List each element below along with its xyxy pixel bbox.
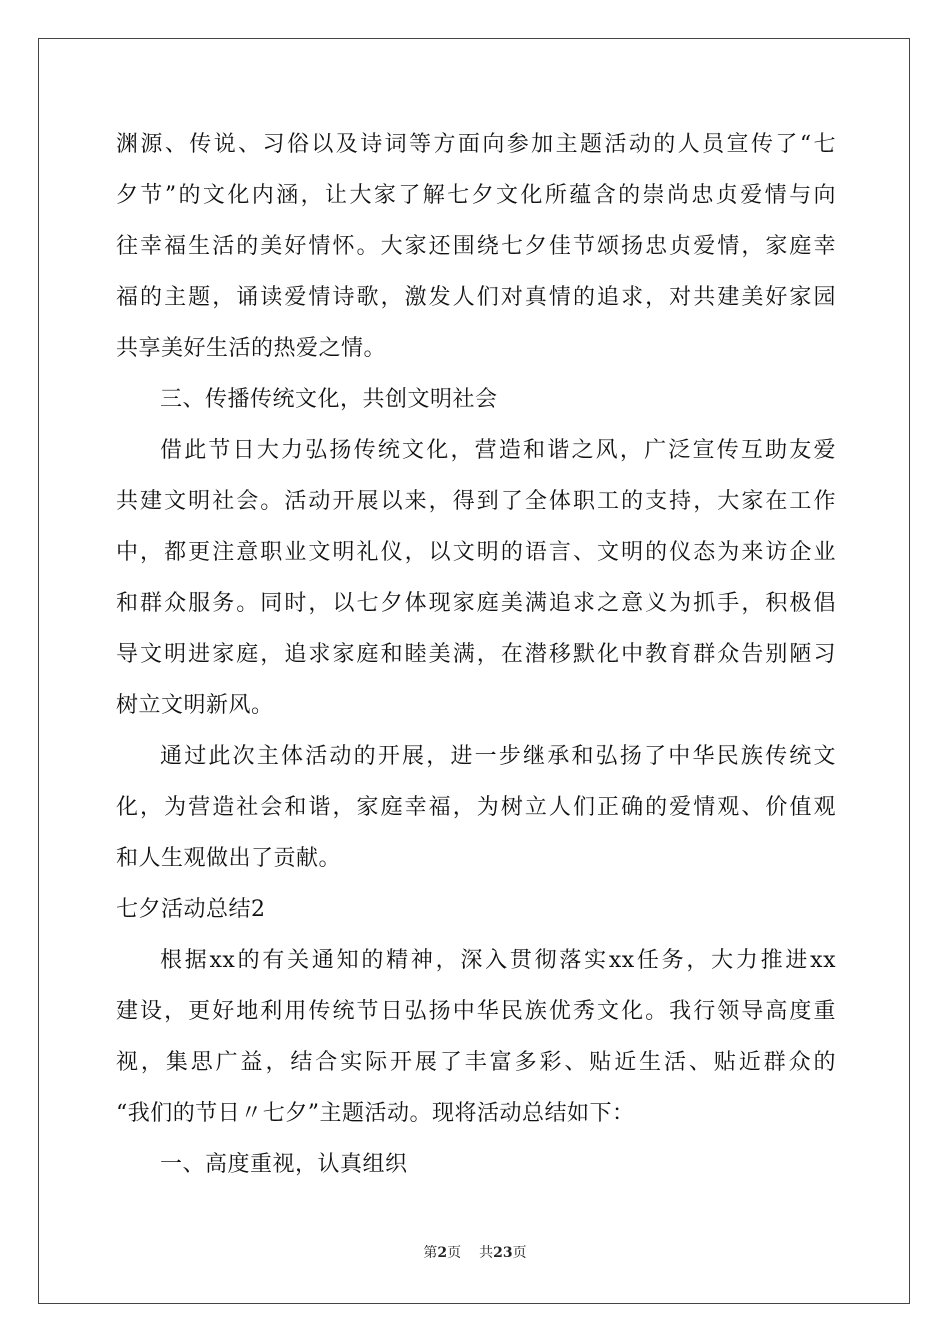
text-line: 通过此次主体活动的开展，进一步继承和弘扬了中华民族传统文 bbox=[160, 744, 836, 769]
text-line: 化，为营造社会和谐，家庭幸福，为树立人们正确的爱情观、价值观 bbox=[116, 795, 836, 820]
text-line: 中，都更注意职业文明礼仪，以文明的语言、文明的仪态为来访企业 bbox=[116, 540, 836, 565]
text-line: 渊源、传说、习俗以及诗词等方面向参加主题活动的人员宣传了“七 bbox=[116, 132, 836, 157]
text-line: 共享美好生活的热爱之情。 bbox=[116, 336, 387, 361]
total-prefix: 共 bbox=[479, 1245, 494, 1261]
page-suffix: 页 bbox=[447, 1245, 462, 1261]
text-line: 和人生观做出了贡献。 bbox=[116, 846, 342, 871]
text-line: 共建文明社会。活动开展以来，得到了全体职工的支持，大家在工作 bbox=[116, 489, 836, 514]
text-line: “我们的节日〃七夕”主题活动。现将活动总结如下： bbox=[116, 1101, 635, 1126]
text-line: 和群众服务。同时，以七夕体现家庭美满追求之意义为抓手，积极倡 bbox=[116, 591, 836, 616]
text-line: 借此节日大力弘扬传统文化，营造和谐之风，广泛宣传互助友爱 bbox=[160, 438, 836, 463]
text-line: 导文明进家庭，追求家庭和睦美满，在潜移默化中教育群众告别陋习 bbox=[116, 642, 836, 667]
section-heading: 三、传播传统文化，共创文明社会 bbox=[160, 387, 498, 412]
article-title: 七夕活动总结2 bbox=[116, 897, 266, 922]
text-line: 往幸福生活的美好情怀。大家还围绕七夕佳节颂扬忠贞爱情，家庭幸 bbox=[116, 234, 836, 259]
page-footer bbox=[0, 1244, 950, 1262]
text-line: 夕节”的文化内涵，让大家了解七夕文化所蕴含的崇尚忠贞爱情与向 bbox=[116, 183, 836, 208]
text-line: 福的主题，诵读爱情诗歌，激发人们对真情的追求，对共建美好家园 bbox=[116, 285, 836, 310]
page-current: 2 bbox=[437, 1245, 448, 1261]
page-prefix: 第 bbox=[423, 1245, 438, 1261]
page-total: 23 bbox=[493, 1245, 513, 1261]
text-line: 树立文明新风。 bbox=[116, 693, 274, 718]
section-heading: 一、高度重视，认真组织 bbox=[160, 1152, 408, 1177]
document-body bbox=[116, 126, 836, 1197]
text-line: 建设，更好地利用传统节日弘扬中华民族优秀文化。我行领导高度重 bbox=[116, 999, 836, 1024]
total-suffix: 页 bbox=[512, 1245, 527, 1261]
text-line: 视，集思广益，结合实际开展了丰富多彩、贴近生活、贴近群众的 bbox=[116, 1050, 836, 1075]
text-line: 根据xx的有关通知的精神，深入贯彻落实xx任务，大力推进xx bbox=[160, 948, 836, 973]
